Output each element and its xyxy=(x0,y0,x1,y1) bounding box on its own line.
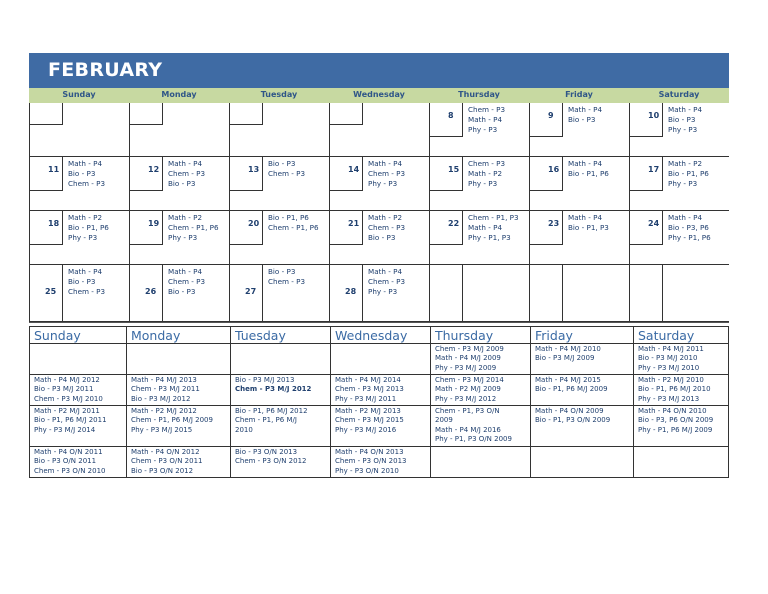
calendar-day-cell[interactable] xyxy=(229,211,329,265)
table-cell xyxy=(29,375,126,406)
table-cell-lines xyxy=(34,448,105,476)
past-paper-entry: Bio - P3 M/J 2013 xyxy=(235,376,295,384)
table-cell xyxy=(126,447,230,478)
table-cell-lines xyxy=(335,376,404,404)
past-paper-entry: Phy - P3 M/J 2016 xyxy=(335,425,397,434)
table-cell xyxy=(230,344,330,375)
exam-entries xyxy=(668,105,702,135)
table-cell xyxy=(330,406,430,447)
table-cell xyxy=(633,344,729,375)
table-cell xyxy=(29,447,126,478)
past-paper-entry: Phy - P3 M/J 2014 xyxy=(34,425,96,434)
past-paper-entry: Math - P2 M/J 2010 xyxy=(638,376,704,384)
table-cell-lines xyxy=(34,376,103,404)
table-cell-lines xyxy=(235,407,308,435)
exam-entry: Math - P4 xyxy=(368,267,403,276)
past-paper-entry: Math - P4 M/J 2014 xyxy=(335,376,401,384)
table-cell xyxy=(530,447,633,478)
exam-entry: Math - P4 xyxy=(568,159,603,168)
exam-entry: Math - P2 xyxy=(168,213,203,222)
calendar-day-cell[interactable] xyxy=(329,265,429,322)
day-number: 27 xyxy=(245,287,257,296)
past-paper-entry: Chem - P1, P6 M/J 2009 xyxy=(131,416,213,425)
day-number: 17 xyxy=(648,165,660,174)
calendar-day-cell[interactable] xyxy=(629,265,729,322)
exam-entries xyxy=(68,267,105,297)
exam-entry: Phy - P3 xyxy=(368,287,398,296)
day-number-box xyxy=(330,157,363,191)
exam-entry: Chem - P3 xyxy=(468,159,506,168)
calendar-day-cell[interactable] xyxy=(29,211,129,265)
day-number-box xyxy=(530,211,563,245)
month-title: FEBRUARY xyxy=(48,59,163,81)
past-paper-entry: Math - P4 M/J 2013 xyxy=(131,376,197,384)
calendar-day-cell[interactable] xyxy=(29,265,129,322)
past-paper-entry: Math - P4 M/J 2016 xyxy=(435,425,501,434)
exam-entries xyxy=(268,267,305,287)
table-cell-lines xyxy=(34,407,107,435)
past-paper-entry: Math - P4 O/N 2013 xyxy=(335,448,404,456)
day-number: 11 xyxy=(48,165,60,174)
past-paper-entry: Chem - P3 M/J 2009 xyxy=(435,345,504,353)
calendar-day-cell[interactable] xyxy=(129,103,229,157)
day-number-box xyxy=(430,103,463,137)
table-cell xyxy=(330,447,430,478)
weekday-monday: Monday xyxy=(161,90,197,99)
day-number-box xyxy=(630,211,663,245)
past-paper-entry: Chem - P3 M/J 2010 xyxy=(34,394,103,403)
table-cell xyxy=(430,406,530,447)
past-paper-entry: Bio - P3 O/N 2012 xyxy=(131,466,194,475)
exam-entries xyxy=(568,105,602,125)
exam-entry: Math - P2 xyxy=(668,159,703,168)
exam-entry: Bio - P3 xyxy=(68,169,96,178)
calendar-day-cell[interactable] xyxy=(229,103,329,157)
exam-entries xyxy=(468,213,519,243)
calendar-day-cell[interactable] xyxy=(629,211,729,265)
table-cell-lines xyxy=(131,407,213,435)
day-number-box xyxy=(630,157,663,191)
table-header-tuesday: Tuesday xyxy=(230,326,330,344)
exam-entry: Phy - P3 xyxy=(668,179,698,188)
past-paper-entry: Math - P2 M/J 2012 xyxy=(131,407,197,415)
table-cell-lines xyxy=(535,345,601,364)
table-cell xyxy=(330,375,430,406)
past-paper-entry: Bio - P3, P6 O/N 2009 xyxy=(638,416,714,425)
exam-entry: Chem - P1, P6 xyxy=(268,223,319,232)
past-paper-entry: Bio - P1, P6 M/J 2010 xyxy=(638,385,711,394)
exam-entry: Math - P2 xyxy=(68,213,103,222)
exam-entries xyxy=(368,267,405,297)
past-paper-entry: Math - P4 O/N 2011 xyxy=(34,448,103,456)
weekday-header-bar xyxy=(29,88,729,103)
past-paper-entry: Math - P4 M/J 2011 xyxy=(638,345,704,353)
past-papers-table xyxy=(29,326,729,478)
exam-entry: Bio - P3 xyxy=(168,179,196,188)
exam-entry: Bio - P3, P6 xyxy=(668,223,709,232)
day-number-box xyxy=(430,157,463,191)
day-number-box xyxy=(530,265,563,321)
day-number-box xyxy=(30,157,63,191)
past-paper-entry: Bio - P3 M/J 2010 xyxy=(638,354,698,363)
past-paper-entry: Bio - P3 M/J 2012 xyxy=(131,394,191,403)
day-number: 15 xyxy=(448,165,460,174)
day-number: 10 xyxy=(648,111,660,120)
past-paper-entry: Chem - P3 O/N 2011 xyxy=(131,457,203,466)
exam-entry: Phy - P3 xyxy=(468,179,498,188)
past-paper-entry: Bio - P3 O/N 2011 xyxy=(34,457,97,466)
past-paper-entry: Bio - P1, P6 M/J 2009 xyxy=(535,385,608,394)
calendar-day-cell[interactable] xyxy=(129,157,229,211)
table-cell xyxy=(126,344,230,375)
calendar-day-cell[interactable] xyxy=(229,157,329,211)
divider xyxy=(29,322,729,323)
calendar-day-cell[interactable] xyxy=(29,103,129,157)
exam-entry: Chem - P1, P6 xyxy=(168,223,219,232)
exam-entry: Chem - P3 xyxy=(68,179,106,188)
exam-entry: Phy - P3 xyxy=(368,179,398,188)
past-paper-entry: Math - P4 M/J 2015 xyxy=(535,376,601,384)
exam-entries xyxy=(168,267,205,297)
exam-entry: Chem - P3 xyxy=(368,169,406,178)
table-cell-lines xyxy=(435,345,504,373)
day-number-box xyxy=(630,265,663,321)
table-cell xyxy=(330,344,430,375)
exam-entries xyxy=(168,213,219,243)
day-number: 25 xyxy=(45,287,57,296)
past-paper-entry: Bio - P3 M/J 2009 xyxy=(535,354,595,363)
weekday-friday: Friday xyxy=(565,90,593,99)
day-number: 19 xyxy=(148,219,160,228)
weekday-sunday: Sunday xyxy=(62,90,96,99)
weekday-thursday: Thursday xyxy=(458,90,500,99)
day-number: 18 xyxy=(48,219,60,228)
table-cell xyxy=(633,406,729,447)
past-paper-entry: Math - P2 M/J 2009 xyxy=(435,385,501,394)
exam-entry: Math - P4 xyxy=(568,213,603,222)
exam-entry: Chem - P1, P3 xyxy=(468,213,519,222)
calendar-day-cell[interactable] xyxy=(429,211,529,265)
month-header xyxy=(29,53,729,88)
day-number-box xyxy=(430,265,463,321)
day-number-box xyxy=(530,103,563,137)
exam-entry: Phy - P3 xyxy=(468,125,498,134)
table-header-thursday: Thursday xyxy=(430,326,530,344)
calendar-day-cell[interactable] xyxy=(329,211,429,265)
day-number: 24 xyxy=(648,219,660,228)
past-paper-entry: 2009 xyxy=(435,416,453,425)
past-paper-entry: Phy - P3 M/J 2015 xyxy=(131,425,193,434)
past-paper-entry: Chem - P3 M/J 2014 xyxy=(435,376,504,384)
past-paper-entry: Phy - P1, P6 M/J 2009 xyxy=(638,425,713,434)
past-paper-entry: Math - P4 O/N 2010 xyxy=(638,407,707,415)
table-cell xyxy=(126,375,230,406)
exam-entry: Chem - P3 xyxy=(268,169,306,178)
day-number-box xyxy=(530,157,563,191)
exam-entry: Bio - P3 xyxy=(268,159,296,168)
past-paper-entry: Phy - P1, P3 O/N 2009 xyxy=(435,435,512,444)
exam-entries xyxy=(68,213,109,243)
exam-entry: Phy - P1, P6 xyxy=(668,233,711,242)
table-cell xyxy=(230,375,330,406)
past-paper-entry: Bio - P3 O/N 2013 xyxy=(235,448,298,456)
exam-entry: Chem - P3 xyxy=(368,277,406,286)
past-paper-entry: 2010 xyxy=(235,425,253,434)
past-paper-entry: Chem - P3 O/N 2010 xyxy=(34,466,106,475)
calendar-day-cell[interactable] xyxy=(529,157,629,211)
day-number-box xyxy=(130,103,163,125)
day-number-box xyxy=(230,157,263,191)
table-header-friday: Friday xyxy=(530,326,633,344)
table-header-saturday: Saturday xyxy=(633,326,729,344)
table-cell xyxy=(29,406,126,447)
table-header-monday: Monday xyxy=(126,326,230,344)
past-paper-entry: Phy - P3 M/J 2013 xyxy=(638,394,700,403)
table-cell xyxy=(530,406,633,447)
calendar-day-cell[interactable] xyxy=(329,157,429,211)
table-cell xyxy=(430,447,530,478)
calendar-day-cell[interactable] xyxy=(129,265,229,322)
day-number-box xyxy=(130,157,163,191)
day-number: 21 xyxy=(348,219,360,228)
past-paper-entry: Phy - P3 M/J 2010 xyxy=(638,363,700,372)
calendar-day-cell[interactable] xyxy=(529,211,629,265)
day-number-box xyxy=(330,103,363,125)
day-number-box xyxy=(430,211,463,245)
day-number: 9 xyxy=(548,111,554,120)
day-number: 23 xyxy=(548,219,560,228)
weekday-tuesday: Tuesday xyxy=(260,90,298,99)
calendar-day-cell[interactable] xyxy=(529,103,629,157)
exam-entry: Bio - P3 xyxy=(368,233,396,242)
exam-entries xyxy=(68,159,105,189)
past-paper-entry: Math - P4 M/J 2009 xyxy=(435,354,501,363)
day-number-box xyxy=(230,103,263,125)
calendar-day-cell[interactable] xyxy=(229,265,329,322)
exam-entries xyxy=(668,159,709,189)
table-cell-lines xyxy=(335,448,406,476)
table-cell-lines xyxy=(235,448,306,467)
table-cell xyxy=(430,344,530,375)
exam-entry: Math - P4 xyxy=(168,267,203,276)
day-number: 16 xyxy=(548,165,560,174)
exam-entry: Math - P4 xyxy=(668,105,703,114)
table-cell xyxy=(230,447,330,478)
past-paper-entry: Chem - P1, P3 O/N xyxy=(435,407,500,415)
day-number: 20 xyxy=(248,219,260,228)
day-number: 28 xyxy=(345,287,357,296)
table-cell-lines xyxy=(638,407,713,435)
exam-entry: Chem - P3 xyxy=(268,277,306,286)
exam-entry: Phy - P1, P3 xyxy=(468,233,511,242)
past-paper-entry: Phy - P3 M/J 2012 xyxy=(435,394,497,403)
past-paper-entry: Bio - P1, P3 O/N 2009 xyxy=(535,416,611,425)
exam-entry: Bio - P3 xyxy=(568,115,596,124)
past-paper-entry: Chem - P3 O/N 2013 xyxy=(335,457,407,466)
day-number: 26 xyxy=(145,287,157,296)
exam-entry: Bio - P3 xyxy=(68,277,96,286)
past-paper-entry: Bio - P3 M/J 2011 xyxy=(34,385,94,394)
past-paper-entry: Math - P2 M/J 2011 xyxy=(34,407,100,415)
table-cell xyxy=(230,406,330,447)
calendar-day-cell[interactable] xyxy=(529,265,629,322)
exam-entry: Chem - P3 xyxy=(168,277,206,286)
exam-entries xyxy=(168,159,205,189)
day-number-box xyxy=(630,103,663,137)
exam-entry: Math - P2 xyxy=(468,169,503,178)
day-number-box xyxy=(330,211,363,245)
exam-entry: Bio - P1, P6 xyxy=(68,223,109,232)
past-paper-entry: Phy - P3 M/J 2011 xyxy=(335,394,397,403)
table-cell-lines xyxy=(131,376,200,404)
table-cell-lines xyxy=(235,376,311,395)
past-paper-entry: Math - P4 M/J 2012 xyxy=(34,376,100,384)
table-cell-lines xyxy=(435,376,504,404)
exam-entries xyxy=(568,213,609,233)
table-cell xyxy=(530,375,633,406)
day-number-box xyxy=(30,103,63,125)
exam-entry: Math - P2 xyxy=(368,213,403,222)
calendar-day-cell[interactable] xyxy=(629,103,729,157)
weekday-saturday: Saturday xyxy=(658,90,700,99)
exam-entry: Phy - P3 xyxy=(168,233,198,242)
exam-entry: Chem - P3 xyxy=(168,169,206,178)
exam-entry: Phy - P3 xyxy=(68,233,98,242)
day-number: 13 xyxy=(248,165,260,174)
table-cell-lines xyxy=(638,345,704,373)
calendar-day-cell[interactable] xyxy=(429,157,529,211)
exam-entry: Math - P4 xyxy=(168,159,203,168)
past-paper-entry: Bio - P1, P6 M/J 2012 xyxy=(235,407,308,415)
exam-entry: Chem - P3 xyxy=(468,105,506,114)
exam-entry: Math - P4 xyxy=(68,267,103,276)
past-paper-entry: Chem - P3 M/J 2015 xyxy=(335,416,404,425)
past-paper-entry: Chem - P3 M/J 2011 xyxy=(131,385,200,394)
past-paper-entry: Chem - P3 M/J 2012 xyxy=(235,385,312,394)
exam-entries xyxy=(468,159,505,189)
exam-entries xyxy=(668,213,711,243)
calendar-day-cell[interactable] xyxy=(429,265,529,322)
exam-entry: Bio - P3 xyxy=(268,267,296,276)
table-cell xyxy=(29,344,126,375)
day-number-box xyxy=(230,211,263,245)
exam-entry: Math - P4 xyxy=(468,115,503,124)
exam-entry: Math - P4 xyxy=(668,213,703,222)
past-paper-entry: Bio - P1, P6 M/J 2011 xyxy=(34,416,107,425)
past-paper-entry: Chem - P1, P6 M/J xyxy=(235,416,297,425)
exam-entry: Bio - P1, P6 xyxy=(668,169,709,178)
past-paper-entry: Chem - P3 O/N 2012 xyxy=(235,457,307,466)
exam-entry: Math - P4 xyxy=(368,159,403,168)
table-cell xyxy=(633,375,729,406)
table-cell-lines xyxy=(335,407,404,435)
table-cell-lines xyxy=(535,376,608,395)
table-cell xyxy=(430,375,530,406)
exam-entry: Chem - P3 xyxy=(368,223,406,232)
day-number: 22 xyxy=(448,219,460,228)
table-cell-lines xyxy=(131,448,202,476)
calendar-day-cell[interactable] xyxy=(29,157,129,211)
calendar-day-cell[interactable] xyxy=(629,157,729,211)
exam-entry: Bio - P1, P6 xyxy=(568,169,609,178)
exam-entry: Math - P4 xyxy=(568,105,603,114)
day-number-box xyxy=(130,211,163,245)
exam-entries xyxy=(368,213,405,243)
day-number: 8 xyxy=(448,111,454,120)
day-number: 12 xyxy=(148,165,160,174)
exam-entry: Math - P4 xyxy=(468,223,503,232)
past-paper-entry: Phy - P3 O/N 2010 xyxy=(335,466,399,475)
day-number-box xyxy=(30,211,63,245)
calendar-day-cell[interactable] xyxy=(429,103,529,157)
table-cell xyxy=(126,406,230,447)
exam-entry: Phy - P3 xyxy=(668,125,698,134)
table-cell xyxy=(530,344,633,375)
table-cell-lines xyxy=(435,407,512,445)
day-number: 14 xyxy=(348,165,360,174)
weekday-wednesday: Wednesday xyxy=(353,90,405,99)
exam-entry: Bio - P1, P3 xyxy=(568,223,609,232)
table-cell-lines xyxy=(638,376,711,404)
exam-entry: Math - P4 xyxy=(68,159,103,168)
calendar-grid xyxy=(29,103,729,322)
table-header-wednesday: Wednesday xyxy=(330,326,430,344)
calendar-day-cell[interactable] xyxy=(129,211,229,265)
exam-entry: Bio - P1, P6 xyxy=(268,213,309,222)
table-header-sunday: Sunday xyxy=(29,326,126,344)
table-cell-lines xyxy=(535,407,610,426)
past-paper-entry: Math - P2 M/J 2013 xyxy=(335,407,401,415)
past-paper-entry: Math - P4 M/J 2010 xyxy=(535,345,601,353)
exam-entries xyxy=(368,159,405,189)
past-paper-entry: Math - P4 O/N 2012 xyxy=(131,448,200,456)
calendar-day-cell[interactable] xyxy=(329,103,429,157)
exam-entry: Bio - P3 xyxy=(168,287,196,296)
past-paper-entry: Chem - P3 M/J 2013 xyxy=(335,385,404,394)
table-cell xyxy=(633,447,729,478)
exam-entries xyxy=(268,159,305,179)
exam-entry: Chem - P3 xyxy=(68,287,106,296)
exam-entries xyxy=(468,105,505,135)
exam-entries xyxy=(268,213,319,233)
exam-entry: Bio - P3 xyxy=(668,115,696,124)
past-paper-entry: Phy - P3 M/J 2009 xyxy=(435,363,497,372)
exam-entries xyxy=(568,159,609,179)
past-paper-entry: Math - P4 O/N 2009 xyxy=(535,407,604,415)
